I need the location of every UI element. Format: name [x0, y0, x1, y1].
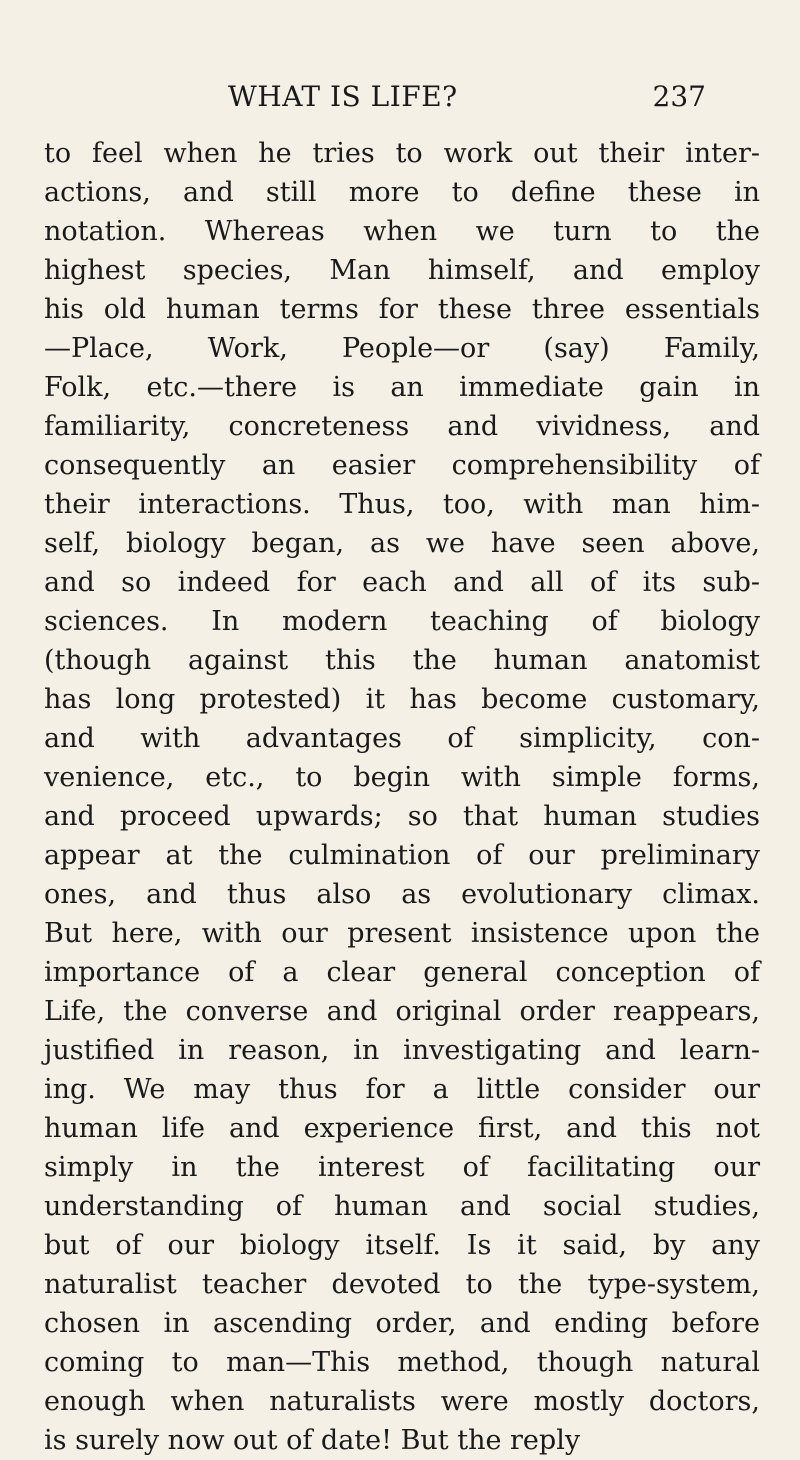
text-line: his old human terms for these three essentials	[44, 294, 760, 325]
text-line: venience, etc., to begin with simple forms,	[44, 762, 760, 793]
text-line: highest species, Man himself, and employ	[44, 255, 760, 286]
text-line: Folk, etc.—there is an immediate gain in	[44, 372, 760, 403]
text-line: —Place, Work, People—or (say) Family,	[44, 333, 760, 364]
running-title: WHAT IS LIFE?	[228, 80, 458, 113]
text-line: familiarity, concreteness and vividness, and	[44, 411, 760, 442]
text-line: their interactions. Thus, too, with man him-	[44, 489, 760, 520]
text-line: enough when naturalists were mostly doctors,	[44, 1386, 760, 1417]
text-line: notation. Whereas when we turn to the	[44, 216, 760, 247]
text-line: to feel when he tries to work out their inter-	[44, 138, 760, 169]
text-line: Life, the converse and original order reappears,	[44, 996, 760, 1027]
text-line: but of our biology itself. Is it said, by any	[44, 1230, 760, 1261]
text-line: naturalist teacher devoted to the type-system,	[44, 1269, 760, 1300]
text-line: consequently an easier comprehensibility of	[44, 450, 760, 481]
text-line: understanding of human and social studies,	[44, 1191, 760, 1222]
text-line: But here, with our present insistence upon the	[44, 918, 760, 949]
text-line: importance of a clear general conception of	[44, 957, 760, 988]
text-line: appear at the culmination of our preliminary	[44, 840, 760, 871]
body-text	[44, 134, 760, 1460]
text-line: self, biology began, as we have seen above,	[44, 528, 760, 559]
text-line: sciences. In modern teaching of biology	[44, 606, 760, 637]
text-line: justified in reason, in investigating and learn-	[44, 1035, 760, 1066]
text-line: is surely now out of date! But the reply	[44, 1425, 581, 1456]
page-number: 237	[652, 80, 706, 113]
text-line: (though against this the human anatomist	[44, 645, 760, 676]
text-line: simply in the interest of facilitating our	[44, 1152, 760, 1183]
text-line: ones, and thus also as evolutionary climax.	[44, 879, 760, 910]
text-line: and so indeed for each and all of its sub-	[44, 567, 760, 598]
text-line: human life and experience first, and this not	[44, 1113, 760, 1144]
text-line: and proceed upwards; so that human studies	[44, 801, 760, 832]
text-line: has long protested) it has become customary,	[44, 684, 760, 715]
text-line: coming to man—This method, though natural	[44, 1347, 760, 1378]
running-head	[0, 77, 800, 117]
text-line: chosen in ascending order, and ending before	[44, 1308, 760, 1339]
text-line: actions, and still more to define these in	[44, 177, 760, 208]
text-line: ing. We may thus for a little consider our	[44, 1074, 760, 1105]
text-line: and with advantages of simplicity, con-	[44, 723, 760, 754]
